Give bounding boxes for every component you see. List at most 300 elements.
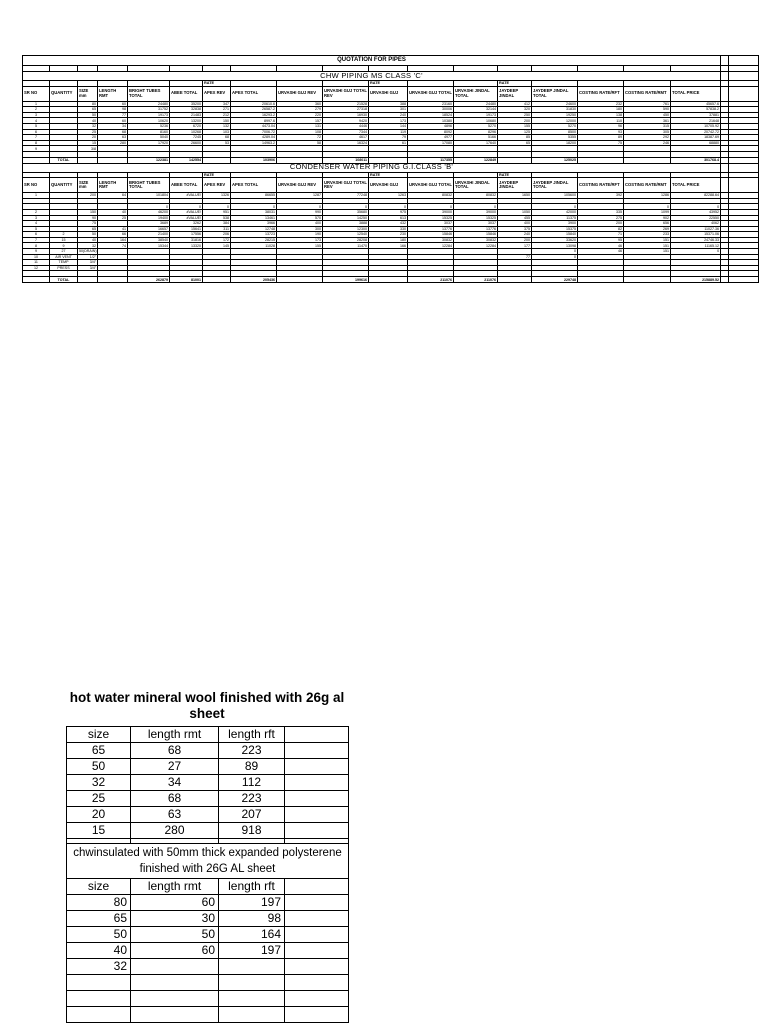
cond-section-title: CONDENSER WATER PIPING G.I.CLASS 'B' [23,163,721,172]
table-row [67,791,349,807]
table-cell: 400 [498,221,532,227]
table-cell: 13098 [532,243,578,249]
table-row [67,991,349,1007]
table-row [67,895,349,911]
total-cell: 199616 [323,277,369,283]
table-cell: 60 [131,943,219,959]
table-cell: 230 [369,232,408,238]
table-cell: 200 [498,118,532,124]
table-cell: 68 [98,129,128,135]
table-cell: 330 [369,226,408,232]
table-cell: PRESS [50,265,78,271]
table-cell: 32838 [170,107,203,113]
table-cell: 301 [369,107,408,113]
table-cell: 8296 [454,129,498,135]
column-header: QUANTITY [50,178,78,193]
table-row [67,743,349,759]
table-row [67,943,349,959]
blank-cell [285,991,349,1007]
table-cell: 271 [203,107,231,113]
table-cell: 173 [369,118,408,124]
table-cell: 31752 [128,107,170,113]
table-cell: 10680 [454,118,498,124]
table-cell: 42000 [532,209,578,215]
table-cell: 108 [277,129,323,135]
table-cell: 15371.06 [671,232,721,238]
table-cell: 80832 [454,193,498,199]
blank-cell [285,743,349,759]
table-cell: 27 [50,249,78,255]
blank-cell [285,943,349,959]
table-cell [219,959,285,975]
table-cell: 9420 [323,118,369,124]
chw-insulated-title: chwinsulated with 50mm thick expanded polysterene finished with 26G AL sheet [67,844,349,879]
table-cell: 82 [578,226,624,232]
table-cell: 5 [23,123,50,129]
table-cell: TEMP [50,260,78,266]
table-cell: 15846 [454,232,498,238]
table-cell: 10268 [170,129,203,135]
table-cell: 151 [624,237,671,243]
table-cell: 50 [78,112,98,118]
cond-total-row [23,277,759,283]
table-cell: 15 [78,140,98,146]
column-header: size [67,879,131,895]
table-cell: 0 [323,204,369,210]
table-cell: 10 [23,254,50,260]
column-header: URVASHI GUJ [369,86,408,101]
table-cell: 12300 [323,226,369,232]
insulation-table [66,726,349,1023]
table-cell: 15325 [408,215,454,221]
table-cell: 5236 [128,123,170,129]
rate-label: RATE [203,172,231,178]
table-cell: 85 [498,135,532,141]
table-cell: 15840 [532,232,578,238]
table-cell: 57838.2 [671,107,721,113]
table-cell: 24480 [128,101,170,107]
table-cell: 15846 [408,232,454,238]
table-cell: 12 [23,265,50,271]
table-cell: 0 [277,204,323,210]
blank-cell [729,72,759,81]
table-cell: 77 [498,254,532,260]
table-cell: 0 [671,204,721,210]
total-cell: 108011 [323,157,369,163]
table-cell: 131 [277,123,323,129]
table-cell: 10380 [408,118,454,124]
table-cell: 190 [277,232,323,238]
blank-cell [285,927,349,943]
table-cell: 150 [203,118,231,124]
table-cell: 77 [98,112,128,118]
table-cell [131,975,219,991]
table-cell: 39000 [454,209,498,215]
table-cell: 50 [78,232,98,238]
table-cell: 3037 [454,221,498,227]
table-cell: 43952 [671,209,721,215]
blank-cell [285,791,349,807]
table-cell: 65 [78,107,98,113]
table-cell: 4473.04 [231,123,277,129]
table-cell: 8160 [128,129,170,135]
table-row [67,911,349,927]
total-cell [624,277,671,283]
table-cell: 80 [67,895,131,911]
total-cell: 301768.4 [671,157,721,163]
table-cell: 39000 [408,209,454,215]
table-cell: 89 [219,759,285,775]
table-cell: 240 [369,112,408,118]
table-cell: 246 [624,140,671,146]
table-cell: 1650 [498,193,532,199]
table-cell: 30 [131,911,219,927]
table-cell: 20742.72 [671,129,721,135]
table-cell: 3/8 [78,146,98,152]
table-cell: 71 [578,232,624,238]
column-header: APEX REV [203,178,231,193]
table-cell: 4617 [323,135,369,141]
table-cell: 172 [203,237,231,243]
table-cell: 132 [203,123,231,129]
table-cell: 0 [454,204,498,210]
table-cell: 9 [23,146,50,152]
column-header: SIZE mm [78,86,98,101]
total-cell [203,277,231,283]
table-cell: 311 [203,226,231,232]
table-cell: 77248 [323,193,369,199]
table-cell: 11375 [532,215,578,221]
total-cell [369,277,408,283]
table-cell: 12284 [454,243,498,249]
table-cell: 0 [532,249,578,255]
table-row [67,823,349,839]
column-header: SR NO [23,178,50,193]
table-cell: 20 [67,807,131,823]
table-cell: 64 [98,193,128,199]
table-cell: 72 [277,135,323,141]
table-cell: 0 [128,204,170,210]
total-cell: 125025 [532,157,578,163]
table-cell: 8 [23,140,50,146]
table-cell: 384 [203,221,231,227]
table-cell: 46 [578,249,624,255]
blank-cell [285,895,349,911]
quotation-title: QUOTATION FOR PIPES [23,56,721,66]
table-cell: 22550 [671,215,721,221]
header-row [23,86,759,101]
table-cell: 975 [369,209,408,215]
rate-label: RATE [369,81,408,87]
table-cell: 40 [67,943,131,959]
column-header: length rmt [131,879,219,895]
blank-cell [721,163,729,172]
table-cell: 12284 [408,243,454,249]
table-cell: 0 [408,204,454,210]
table-cell: 223 [219,791,285,807]
table-cell: 150 [78,209,98,215]
table-cell: 233 [624,232,671,238]
table-cell: 3/4" [78,265,98,271]
table-cell: 180 [578,107,624,113]
total-cell: TOTAL [50,157,78,163]
table-cell: 0 [170,204,203,210]
table-cell: 95 [578,237,624,243]
column-header: LENGTH RMT [98,86,128,101]
column-header: URVASHI GUJ TOTAL [408,178,454,193]
column-header: length rft [219,727,285,743]
table-cell: 3/4" [78,260,98,266]
table-cell: 13776 [454,226,498,232]
table-cell: 89 [578,135,624,141]
table-cell [131,991,219,1007]
table-cell [67,975,131,991]
table-cell: 990 [277,209,323,215]
table-cell: #VALUE! [170,209,203,215]
table-cell: 25 [78,129,98,135]
table-cell: 19250 [532,112,578,118]
blank-cell [285,759,349,775]
blank-cell [729,163,759,172]
blank-cell [285,727,349,743]
table-cell [219,975,285,991]
total-cell [78,277,98,283]
total-cell: 122849 [454,157,498,163]
table-cell: 4977 [408,135,454,141]
table-cell: 13200 [170,118,203,124]
table-cell: 12540 [323,232,369,238]
table-cell: 20 [78,135,98,141]
table-cell: 11470 [323,243,369,249]
rate-label: RATE [369,172,408,178]
table-cell: 68880 [671,140,721,146]
table-cell: 20610.6 [231,101,277,107]
table-cell: 951 [203,209,231,215]
table-cell: 8997.6 [231,118,277,124]
table-cell: 6 [23,129,50,135]
column-header: COSTING RATE/RMT [624,86,671,101]
column-header: APEX TOTAL [231,86,277,101]
table-cell: 50(DRAIN) [79,249,97,254]
table-cell: 24600 [532,101,578,107]
table-cell: 656 [624,221,671,227]
column-header: TOTAL PRICE [671,178,721,193]
table-cell [67,1007,131,1023]
table-cell: 5270 [454,123,498,129]
blank-cell [285,975,349,991]
table-cell: 86655 [231,193,277,199]
table-cell: 3888 [323,221,369,227]
table-cell: 60 [98,118,128,124]
table-cell: 33620 [532,237,578,243]
table-cell: 570 [277,215,323,221]
table-cell: 41 [98,226,128,232]
table-row [67,959,349,975]
table-cell: 53 [203,140,231,146]
table-cell: 918 [219,823,285,839]
blank-cell [729,86,759,101]
table-cell: 3689 [128,221,170,227]
table-cell: #VALUE! [170,193,203,199]
table-cell: 4446 [323,123,369,129]
table-cell: 24746.33 [671,237,721,243]
total-cell: 142554 [170,157,203,163]
table-cell: 15325 [454,215,498,221]
column-header: URVASHI GUJ REV [277,86,323,101]
table-cell: 151 [624,249,671,255]
column-header: BRIGHT TUBES TOTAL [128,86,170,101]
table-cell: 7006.72 [231,129,277,135]
table-cell: 26600 [170,140,203,146]
blank-cell [729,178,759,193]
table-cell: 5 [23,226,50,232]
table-cell: 2 [23,107,50,113]
table-cell: 15 [67,823,131,839]
table-cell: 275 [578,215,624,221]
total-cell: 122381 [128,157,170,163]
table-cell: 305 [624,129,671,135]
table-cell: 223 [219,743,285,759]
table-cell: 1287 [277,193,323,199]
table-cell: 4 [23,118,50,124]
column-header: URVASHI GUJ REV [277,178,323,193]
table-cell: 66 [98,232,128,238]
table-cell: 68 [131,743,219,759]
blank-cell [721,72,729,81]
table-cell: 40 [78,237,98,243]
table-cell: 16657 [128,226,170,232]
chw-section-title: CHW PIPING MS CLASS 'C' [23,72,721,81]
table-cell: 23160 [408,101,454,107]
quotation-sheet [22,55,758,283]
table-cell: 50 [67,759,131,775]
table-cell: 13723 [231,232,277,238]
table-cell: 347 [203,101,231,107]
table-cell: 21483 [170,112,203,118]
table-cell: 40 [98,209,128,215]
table-cell: 300 [277,226,323,232]
table-cell [131,959,219,975]
table-cell: 432 [369,221,408,227]
table-cell: 19173 [454,112,498,118]
table-cell: 32 [67,959,131,975]
table-cell: 103 [203,129,231,135]
chw-insulated-title-row [67,844,349,879]
chw-section-row [23,72,759,81]
blank-cell [285,911,349,927]
table-cell: 4289.04 [231,135,277,141]
table-cell: 15375 [532,226,578,232]
table-cell: 45657.6 [671,101,721,107]
table-cell: 13461 [231,215,277,221]
table-cell: 5166 [454,135,498,141]
table-cell: 65 [78,226,98,232]
blank-cell [729,277,759,283]
column-header: COSTING RATE/RFT [578,86,624,101]
table-cell: 392 [578,193,624,199]
table-cell: 68 [203,135,231,141]
table-cell: 5040 [128,135,170,141]
column-header: TOTAL PRICE [671,86,721,101]
table-cell: 31830 [532,107,578,113]
table-cell: 19173 [128,112,170,118]
table-cell: 17556 [170,232,203,238]
table-cell: 200 [578,221,624,227]
table-cell: 30006 [408,107,454,113]
table-cell: 14963.2 [231,140,277,146]
table-cell: 0 [624,204,671,210]
table-cell: 27318 [323,107,369,113]
table-cell: 40 [78,118,98,124]
header-row [67,879,349,895]
total-cell: 215889.52 [671,277,721,283]
table-cell: AIR VENT [50,254,78,260]
table-cell: 144 [369,123,408,129]
blank-cell [285,1007,349,1023]
table-cell: 16293.2 [231,112,277,118]
blank-cell [721,56,729,66]
table-cell: 3262 [170,221,203,227]
table-cell: 11165.12 [671,243,721,249]
table-cell: 1 [23,193,50,199]
table-cell: 80 [78,101,98,107]
column-header: length rmt [131,727,219,743]
table-cell: 155 [498,123,532,129]
table-cell: 292 [624,135,671,141]
table-cell: 32 [78,243,98,249]
table-cell [131,1007,219,1023]
column-header: JAYDEEP JINDAL [498,86,532,101]
table-cell: 80832 [408,193,454,199]
table-cell: 157 [277,118,323,124]
table-cell: 1286 [624,193,671,199]
table-cell: 98 [98,107,128,113]
table-cell: 18387.69 [671,135,721,141]
column-header: JAYDEEP JINDAL TOTAL [532,86,578,101]
table-cell: 9 [50,243,78,249]
table-cell: 30832 [454,237,498,243]
table-cell: 1263 [369,193,408,199]
table-cell: 250 [498,112,532,118]
table-cell: 25 [67,791,131,807]
table-cell: 12748 [231,226,277,232]
table-cell: 98 [219,911,285,927]
blank-cell [285,807,349,823]
table-cell: 75 [578,140,624,146]
table-cell: 30832 [408,237,454,243]
table-cell: 96 [578,123,624,129]
table-cell: 7245 [170,135,203,141]
table-cell: 164 [219,927,285,943]
table-cell: 25 [98,215,128,221]
table-cell: 46 [578,243,624,249]
table-cell: 590 [624,107,671,113]
table-cell: 0 [671,249,721,255]
table-cell: 3 [23,112,50,118]
column-header: SIZE mm [78,178,98,193]
table-cell: 1/2" [78,254,98,260]
table-cell: 3 [23,215,50,221]
column-header: BRIGHT TUBES TOTAL [128,178,170,193]
table-cell: 220 [277,112,323,118]
table-cell: 17080 [408,140,454,146]
table-cell: 207 [219,807,285,823]
table-cell: 280 [98,140,128,146]
table-cell: 24480 [454,101,498,107]
table-cell: 119 [369,129,408,135]
table-cell: 1050 [498,209,532,215]
table-cell: 11027.36 [671,226,721,232]
